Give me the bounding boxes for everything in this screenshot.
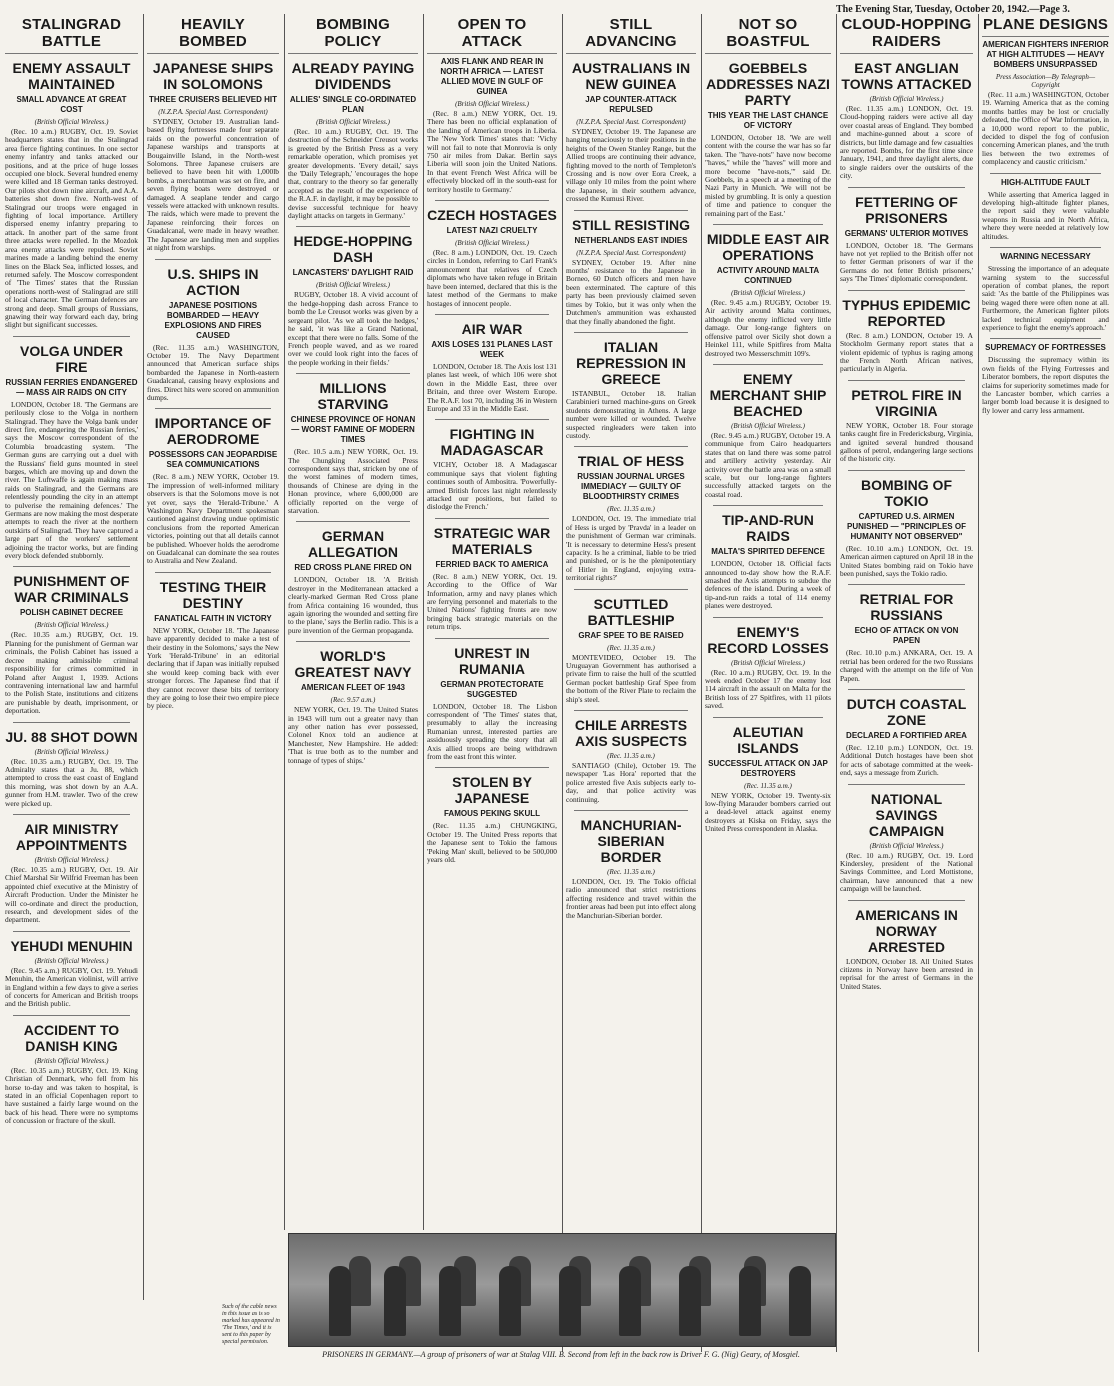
article-body: (Rec. 11.35 a.m.) LONDON, Oct. 19. Cloud-hopping raiders were active all day over coastal areas of England. They bombed and machine-gunned about a score of districts, but little damage and few casualties are reported. Bombs, for the first time since January, 1941, and three daylight alerts, due to single raiders over the outskirts of the city. xyxy=(840,104,973,181)
article-headline: STOLEN BY JAPANESE xyxy=(452,774,532,807)
article-subheadline: HIGH-ALTITUDE FAULT xyxy=(1000,177,1091,187)
article xyxy=(288,648,418,765)
article-subheadline: THREE CRUISERS BELIEVED HIT xyxy=(148,95,277,104)
article-subheadline: RED CROSS PLANE FIRED ON xyxy=(294,563,412,573)
article-body: LONDON, October 18. Official facts announced to-day show how the R.A.F. smashed the Axis attempts to subdue the defences of the island. During a week of tip-and-run raids a total of 114 enemy planes were destroyed. xyxy=(705,559,831,611)
article-credit: (British Official Wireless.) xyxy=(731,421,805,430)
article xyxy=(840,591,973,683)
article-subheadline: RUSSIAN JOURNAL URGES IMMEDIACY — GUILTY OF BLOODTHIRSTY CRIMES xyxy=(577,472,685,502)
article-body: SYDNEY, October 19. The Japanese are hanging tenaciously to their positions in the heights of the Owen Stanley Range, but the Allied troops are continuing their advance, fighting moved to the north of Templeton's Crossing and is now over Eora Creek, a village only 10 miles from the point where the Japanese, in their southern advance, crossed the Kumusi River. xyxy=(566,127,696,204)
article xyxy=(982,40,1109,167)
article-headline: IMPORTANCE OF AERODROME xyxy=(154,415,272,448)
article-divider xyxy=(296,641,410,642)
article xyxy=(705,231,831,358)
article-headline: VOLGA UNDER FIRE xyxy=(20,342,123,375)
article-body: (Rec. 9.45 a.m.) RUGBY, October 19. A communique from Cairo headquarters states that on land there was some patrol and artillery activity yesterday. Air activity over the battle area was on a small scale, but our long-range fighters successfully attacked targets on the coastal road. xyxy=(705,430,832,499)
article-subheadline: CHINESE PROVINCE OF HONAN — WORST FAMINE OF MODERN TIMES xyxy=(290,415,416,445)
article-headline: TRIAL OF HESS xyxy=(577,453,685,470)
article-subheadline: ECHO OF ATTACK ON VON PAPEN xyxy=(854,626,959,646)
article-headline: FETTERING OF PRISONERS xyxy=(855,193,958,226)
article-body: (Rec. 11.35 a.m.) WASHINGTON, October 19. The Navy Department announced that American surface ships bombarded the Japanese in North-eastern Guadalcanal, causing heavy explosions and fires. Direct hits were scored on ammunition dumps. xyxy=(147,342,279,402)
article-body: LONDON, October 18. The Axis lost 131 planes last week, of which 106 were shot down in the Middle East, three over Britain, and three over Western Europe. The R.A.F. lost 70, including 36 in Western Europe and 33 in the Middle East. xyxy=(427,361,557,413)
article xyxy=(288,528,418,635)
article-headline: GERMAN ALLEGATION xyxy=(308,528,398,561)
article-divider xyxy=(574,332,688,333)
article-subheadline: AXIS FLANK AND REAR IN NORTH AFRICA — LATEST ALLIED MOVE IN GULF OF GUINEA xyxy=(440,57,544,96)
article xyxy=(427,57,557,194)
article-body: Discussing the supremacy within its own fields of the Flying Fortresses and Liberator bombers, the report disputes the claims for superiority sometimes made for the Lancaster bomber, which carries a larger bomb load because it is designed to fly lower and carry less armament. xyxy=(982,355,1109,415)
article xyxy=(147,579,279,711)
article-headline: TIP-AND-RUN RAIDS xyxy=(722,512,814,545)
column-5 xyxy=(562,14,699,1352)
article xyxy=(5,573,138,715)
article xyxy=(840,791,973,894)
article-headline: BOMBING OF TOKIO xyxy=(861,476,952,509)
article-credit: (British Official Wireless.) xyxy=(34,621,109,630)
article-body: LONDON, Oct. 19. The Tokio official radio announced that strict restrictions affecting residence and travel within the frontier areas had been put into effect along the Manchurian-Siberian border. xyxy=(566,877,696,920)
article-headline: ENEMY MERCHANT SHIP BEACHED xyxy=(709,370,827,419)
column-headline: STALINGRAD BATTLE xyxy=(5,14,138,54)
article-headline: FIGHTING IN MADAGASCAR xyxy=(440,426,544,459)
article-divider xyxy=(848,470,965,471)
article-credit: (British Official Wireless.) xyxy=(455,239,529,248)
article-body: SANTIAGO (Chile), October 19. The newspaper 'Las Hora' reported that the police arrested five Axis subjects early to-day, and that police activity was continuing. xyxy=(566,761,696,804)
column-headline: PLANE DESIGNS xyxy=(982,14,1109,37)
article xyxy=(840,387,973,464)
article-headline: RETRIAL FOR RUSSIANS xyxy=(859,591,954,624)
article-headline: YEHUDI MENUHIN xyxy=(10,937,133,954)
article-headline: STRATEGIC WAR MATERIALS xyxy=(433,524,551,557)
article-subheadline: JAPANESE POSITIONS BOMBARDED — HEAVY EXPLOSIONS AND FIRES CAUSED xyxy=(164,300,262,340)
article-body: LONDON, October 18. 'We are well content with the course the war has so far taken. The "have-nots" have now become "haves," while the "haves" will more and more become "have-nots,"' said Dr. Goebbels, in a speech at a meeting of the Nazi Party in Munich. 'We will not be misled by grumbling. It is only a question of time and patience to conquer the remaining part of the East.' xyxy=(705,133,831,218)
article xyxy=(840,60,973,181)
article-headline: MIDDLE EAST AIR OPERATIONS xyxy=(706,231,830,264)
article-headline: PETROL FIRE IN VIRGINIA xyxy=(851,386,962,419)
article-body: (Rec. 11.35 a.m.) CHUNGKING, October 19. The United Press reports that the Japanese sent to Tokio the famous 'Peking Man' skull, believed to be 500,000 years old. xyxy=(427,821,557,865)
article-body: (Rec. 10 a.m.) RUGBY, Oct. 19. The destruction of the Schneider Creusot works is greeted by the British Press as a very remarkable operation, which promises yet greater developments. 'Every detail,' says the 'Daily Telegraph,' 'encourages the hope that, contrary to the theory so far generally accepted as the result of the experience of the R.A.F. in daylight, it may be possible to devise successful technique for heavy daylight attacks on targets in Germany.' xyxy=(288,127,418,221)
article-credit: (N.Z.P.A. Special Aust. Correspondent) xyxy=(576,118,686,126)
article-body: LONDON, October 18. 'The Germans have not yet replied to the British offer not to fetter German prisoners of war if the Germans do not fetter British prisoners,' says 'The Times' diplomatic correspondent. xyxy=(840,240,973,284)
article xyxy=(427,525,557,632)
article-headline: ALREADY PAYING DIVIDENDS xyxy=(291,60,415,92)
article-headline: JU. 88 SHOT DOWN xyxy=(5,728,138,745)
article-divider xyxy=(713,224,823,225)
article-divider xyxy=(990,247,1101,248)
article-body: (Rec. 10.10 a.m.) LONDON, Oct. 19. American airmen captured on April 18 in the United States bombing raid on Tokio have been punished, says the Tokio radio. xyxy=(840,543,973,578)
article xyxy=(840,477,973,579)
article-body: (Rec. 10.35 a.m.) RUGBY, Oct. 19. King Christian of Denmark, who fell from his horse to-day and was taken to hospital, is stated in an official Copenhagen report to have sustained a fairly large wound on the back of his head. There were no symptoms of concussion or fracture of the skull. xyxy=(5,1065,138,1126)
article-body: NEW YORK, October 19. Twenty-six low-flying Marauder bombers carried out a dead-level attack against enemy destroyers at Kiska on Friday, says the United Press correspondent in Alaska. xyxy=(705,790,831,834)
article xyxy=(288,233,418,367)
article-credit: (British Official Wireless.) xyxy=(869,841,944,850)
article-subheadline: LATEST NAZI CRUELTY xyxy=(446,226,538,236)
article-credit: (British Official Wireless.) xyxy=(34,956,109,965)
article-divider xyxy=(296,373,410,374)
article-subheadline: THIS YEAR THE LAST CHANCE OF VICTORY xyxy=(707,111,829,130)
article xyxy=(147,266,279,403)
article-body: (Rec. 8 a.m.) NEW YORK, October 19. The impression of well-informed military observers is that the Solomons move is not yet over, says the 'Herald-Tribune.' A Washington Navy Department spokesman cautioned against drawing undue optimistic conclusions from the reported American victories, pointing out that all details cannot be published. Whoever holds the aerodrome on Guadalcanal can dominate the sea routes to Australia and New Zealand. xyxy=(147,472,279,566)
article-subheadline: ACTIVITY AROUND MALTA CONTINUED xyxy=(716,266,820,286)
article-credit: (British Official Wireless.) xyxy=(316,118,390,126)
article-divider xyxy=(13,722,130,723)
article-subheadline: AMERICAN FIGHTERS INFERIOR AT HIGH ALTITUDES — HEAVY BOMBERS UNSURPASSED xyxy=(982,40,1109,69)
masthead: The Evening Star, Tuesday, October 20, 1942.—Page 3. xyxy=(836,4,1070,15)
article-divider xyxy=(13,336,130,337)
article xyxy=(147,415,279,565)
article-credit: (Rec. 11.35 a.m.) xyxy=(607,505,655,514)
article-subheadline: RUSSIAN FERRIES ENDANGERED — MASS AIR RAIDS ON CITY xyxy=(5,377,138,397)
column-headline: OPEN TO ATTACK xyxy=(427,14,557,54)
column-headline: NOT SO BOASTFUL xyxy=(705,14,831,54)
article xyxy=(5,60,138,330)
article xyxy=(840,297,973,374)
article xyxy=(840,907,973,992)
column-headline: STILL ADVANCING xyxy=(566,14,696,54)
article xyxy=(566,217,696,326)
column-6 xyxy=(701,14,834,1352)
column-headline: HEAVILY BOMBED xyxy=(147,14,279,54)
column-headline: CLOUD-HOPPING RAIDERS xyxy=(840,14,973,54)
article-credit: (British Official Wireless.) xyxy=(34,1056,109,1065)
article xyxy=(705,60,831,218)
article-subheadline: SUCCESSFUL ATTACK ON JAP DESTROYERS xyxy=(708,758,828,778)
article-divider xyxy=(435,419,549,420)
article-divider xyxy=(296,521,410,522)
article-subheadline: SMALL ADVANCE AT GREAT COST xyxy=(16,95,127,114)
article-divider xyxy=(155,572,271,573)
article xyxy=(147,60,279,253)
article-subheadline: JAP COUNTER-ATTACK REPULSED xyxy=(585,95,677,114)
column-1 xyxy=(2,14,141,1352)
article-headline: WORLD'S GREATEST NAVY xyxy=(294,648,412,681)
article xyxy=(840,696,973,778)
article-body: RUGBY, October 18. A vivid account of the hedge-hopping dash across France to bomb the Le Creusot works was given by a sergeant pilot. 'As we all took the hedges,' he said, 'it was like a Grand National, except that there were no falls. Some of the French people waved, and as we roared over we could look right into the faces of the people working in their fields.' xyxy=(288,290,418,367)
article-divider xyxy=(435,638,549,639)
article-divider xyxy=(848,900,965,901)
article-body: LONDON, October 18. 'A British destroyer in the Mediterranean attacked a clearly-marked German Red Cross plane from Africa containing 16 wounded, thus again ignoring the wounded and setting fire to the plane,' says the Berlin radio. This is a pure invention of the German propaganda. xyxy=(288,575,418,635)
article-body: (Rec. 8 a.m.) NEW YORK, Oct. 19. According to the Office of War Information, army and navy planes which are ferrying personnel and materials to the United Nations' fighting fronts are now bringing back strategic materials on the return trips. xyxy=(427,571,557,632)
article-body: LONDON, October 18. The Lisbon correspondent of 'The Times' states that, presumably to allay the increasing Rumanian unrest, interested parties are assiduously spreading the story that all Axis allied troops are being withdrawn from the east front this winter. xyxy=(427,701,557,762)
article-subheadline: FERRIED BACK TO AMERICA xyxy=(435,559,549,569)
article-divider xyxy=(296,226,410,227)
article-body: (Rec. 8 a.m.) NEW YORK, Oct. 19. There has been no official explanation of the landing of American troops in Liberia. The 'New York Times' states that: 'Vichy will not fail to note that Monrovia is only 750 air miles from Dakar. Berlin says Liberia will soon join the United Nations. In that event French West Africa will be effectively blocked off in the south-east for territory hostile to Germany.' xyxy=(427,109,557,194)
article-credit: (N.Z.P.A. Special Aust. Correspondent) xyxy=(158,108,268,116)
article-headline: ITALIAN REPRESSION IN GREECE xyxy=(576,338,686,387)
article-subheadline: NETHERLANDS EAST INDIES xyxy=(574,235,688,245)
article-headline: MILLIONS STARVING xyxy=(317,380,389,413)
article xyxy=(705,512,831,610)
article-body: Stressing the importance of an adequate warning system to the successful operation of combat planes, the report said: 'As the battle of the Philippines was being waged there were often none at all. Furthermore, the American fighter pilots lacked technical equipment and experience to fight the enemy's approach.' xyxy=(982,264,1109,332)
article-divider xyxy=(574,810,688,811)
article-body: (Rec. 10.35 a.m.) RUGBY, Oct. 19. The Admiralty states that a Ju. 88, which attempted to cross the east coast of England this morning, was shot down by an A.A. gunner from H.M. trawler. Two of the crew were picked up. xyxy=(5,756,138,808)
article xyxy=(566,817,696,920)
column-4 xyxy=(423,14,560,1230)
article-body: NEW YORK, Oct. 19. The United States in 1943 will turn out a greater navy than any other nation has ever possessed, Colonel Knox told an audience at Manchester, New Hampshire. He added: 'That is true both as to the number and tonnage of types of ships.' xyxy=(288,705,418,765)
article-divider xyxy=(713,505,823,506)
article-headline: ENEMY'S RECORD LOSSES xyxy=(707,623,829,656)
article xyxy=(5,729,138,808)
article-headline: ACCIDENT TO DANISH KING xyxy=(23,1021,120,1054)
article-divider xyxy=(574,710,688,711)
article xyxy=(705,371,831,499)
article-body: (Rec. 8 a.m.) LONDON, October 19. A Stockholm Germany report states that a violent epidemic of typhus is raging among the French North African natives, particularly in Algeria. xyxy=(840,330,973,374)
article-body: (Rec. 10.35 a.m.) RUGBY, Oct. 19. Air Chief Marshal Sir Wilfrid Freeman has been appointed chief executive at the Ministry of Aircraft Production. Under the Minister he will co-ordinate and direct the production, research, and development sides of the department. xyxy=(5,864,138,925)
article-divider xyxy=(574,589,688,590)
article-headline: HEDGE-HOPPING DASH xyxy=(293,233,413,266)
article xyxy=(566,60,696,204)
article-divider xyxy=(848,584,965,585)
article-headline: AMERICANS IN NORWAY ARRESTED xyxy=(855,906,958,955)
article-headline: NATIONAL SAVINGS CAMPAIGN xyxy=(868,790,945,839)
article-credit: Press Association—By Telegraph—Copyright xyxy=(995,73,1096,89)
article xyxy=(427,426,557,511)
article-body: LONDON, October 18. 'The Germans are perilously close to the Volga in northern Stalingrad. They have the Volga bank under direct fire, endangering the Russian ferries,' says the Moscow correspondent of the Columbia broadcasting system. 'The German guns are carrying out a duel with the Russians' field guns mounted in steel barges, which are moving up and down the river. The Luftwaffe is again making mass raids on Stalingrad, and the Germans are relentlessly pounding the city in an attempt to pulverise the remaining defences.' The Germans are now making the most desperate attempts to reach the river at the northern outskirts of Stalingrad. They have captured a large part of the workers' settlement adjoining the tractor works, but are finding every block defended stubbornly. xyxy=(5,399,138,561)
article-headline: AUSTRALIANS IN NEW GUINEA xyxy=(571,60,691,92)
article-subheadline: AXIS LOSES 131 PLANES LAST WEEK xyxy=(431,339,553,359)
article xyxy=(982,178,1109,241)
article-body: (Rec. 10.35 a.m.) RUGBY, Oct. 19. Planning for the punishment of German war criminals, the Polish Cabinet has issued a decree making admissible criminal responsibility for crimes committed in Poland after August 1, 1939. Actions contravening international law and harmful to the Polish State, institutions and citizens are punishable by death, imprisonment, or deportation. xyxy=(5,630,138,716)
article-divider xyxy=(713,717,823,718)
article-subheadline: FANATICAL FAITH IN VICTORY xyxy=(154,613,272,623)
article xyxy=(288,60,418,220)
article-headline: GOEBBELS ADDRESSES NAZI PARTY xyxy=(706,60,830,108)
article-divider xyxy=(713,364,823,365)
article xyxy=(982,343,1109,415)
article-divider xyxy=(990,338,1101,339)
article-divider xyxy=(435,518,549,519)
article-headline: TYPHUS EPIDEMIC REPORTED xyxy=(842,296,971,329)
article-subheadline: GRAF SPEE TO BE RAISED xyxy=(578,630,684,640)
article-subheadline: AMERICAN FLEET OF 1943 xyxy=(300,683,405,693)
article-credit: (British Official Wireless.) xyxy=(316,281,390,290)
article-credit: (British Official Wireless.) xyxy=(731,289,805,298)
article-credit: (British Official Wireless.) xyxy=(34,747,109,756)
article-divider xyxy=(848,187,965,188)
article-credit: (Rec. 11.35 a.m.) xyxy=(607,643,655,652)
article-divider xyxy=(13,566,130,567)
article-divider xyxy=(435,314,549,315)
article-credit: (British Official Wireless.) xyxy=(455,100,529,108)
article xyxy=(566,596,696,704)
article xyxy=(566,339,696,440)
article-headline: JAPANESE SHIPS IN SOLOMONS xyxy=(152,60,274,92)
article-divider xyxy=(574,210,688,211)
article-body: (Rec. 10 a.m.) RUGBY, Oct. 19. In the week ended October 17 the enemy lost 114 aircraft in the assault on Malta for the British loss of 27 Spitfires, with 11 pilots saved. xyxy=(705,667,831,711)
column-3 xyxy=(284,14,421,1230)
article xyxy=(5,1022,138,1126)
article-credit: (Rec. 11.35 a.m.) xyxy=(607,868,655,877)
article-divider xyxy=(13,931,130,932)
article-subheadline: GERMAN PROTECTORATE SUGGESTED xyxy=(440,679,544,699)
article-divider xyxy=(435,767,549,768)
article-body: LONDON, October 18. All United States citizens in Norway have been arrested in reprisal for the arrest of Germans in the United States. xyxy=(840,956,973,991)
article-divider xyxy=(990,173,1101,174)
article xyxy=(5,821,138,925)
article-headline: ENEMY ASSAULT MAINTAINED xyxy=(12,60,131,92)
article-credit: (British Official Wireless.) xyxy=(34,855,109,864)
article-credit: (Rec. 11.35 a.m.) xyxy=(744,781,792,790)
article-headline: MANCHURIAN-SIBERIAN BORDER xyxy=(580,817,682,866)
column-2 xyxy=(143,14,282,1300)
times-footnote: Such of the cable news in this issue as is so marked has appeared in 'The Times,' and it is sent to this paper by special permission. xyxy=(222,1304,280,1345)
article-headline: STILL RESISTING xyxy=(572,216,690,233)
article-subheadline: LANCASTERS' DAYLIGHT RAID xyxy=(292,268,414,278)
article-divider xyxy=(574,446,688,447)
article-headline: CHILE ARRESTS AXIS SUSPECTS xyxy=(574,717,688,750)
article xyxy=(705,724,831,834)
article-subheadline: DECLARED A FORTIFIED AREA xyxy=(846,731,967,740)
article-subheadline: FAMOUS PEKING SKULL xyxy=(443,809,540,819)
article-subheadline: GERMANS' ULTERIOR MOTIVES xyxy=(844,228,969,238)
article-divider xyxy=(848,689,965,690)
article xyxy=(840,194,973,284)
article-body: SYDNEY, October 19. Australian land-based flying fortresses made four separate raids on the powerful concentration of Japanese warships and transports at Bougainville Island, in the North-west Solomons. Three Japanese cruisers are believed to have been hit with 1,000lb bombs, a merchantman was set on fire, and seven flying boats were destroyed or damaged. A seaplane tender and cargo vessels were attacked with unknown results. The raids, which were made to prevent the Japanese reinforcing their forces on Guadalcanal, were made in heavy weather. The Japanese are landing men and supplies at night from warships. xyxy=(147,117,279,253)
article-body: LONDON, Oct. 19. The immediate trial of Hess is urged by 'Pravda' in a leader on the punishment of German war criminals. 'It is necessary to determine Hess's present capacity. Is he a criminal, liable to be tried and punished, or is he the plenipotentiary of Hitler in England, enjoying extra-territorial rights?' xyxy=(566,514,696,583)
article-body: (Rec. 11 a.m.) WASHINGTON, October 19. Warning America that as the coming months battles may be lost or crucially defeated, the Office of War Information, in a 10,000 word report to the public, decided to dispel the fog of confusion concerning American planes, and 'the truth lies between the two extremes of complacency and caustic criticism.' xyxy=(982,90,1109,167)
article xyxy=(427,774,557,864)
article xyxy=(5,938,138,1009)
article-headline: DUTCH COASTAL ZONE xyxy=(846,696,967,728)
article-divider xyxy=(848,290,965,291)
article-body: (Rec. 10 a.m.) RUGBY, Oct. 19. Soviet headquarters states that in the Stalingrad area fierce fighting continues. In one sector enemy infantry and tanks attacked our positions, and at the price of huge losses occupied one block. Several hundred enemy were killed and 18 German tanks destroyed. Our pilots shot down nine aircraft, and A.A. batteries shot down five. North-west of Stalingrad our troops were engaged in fighting of local importance. Artillery dispersed enemy infantry preparing to attack. In another part of the same front three attacks were repelled. In the Mozdok area enemy attacks were repulsed. Soviet marines made a landing behind the enemy lines on the Black Sea, inflicted losses, and returned safely. The Moscow correspondent of 'The Times' states that the Russian operations north-west of Stalingrad are still of local character. The German defences are strong and deep. Small groups of Russians, gnawing their way forward each day, bring slight but significant successes. xyxy=(5,127,138,330)
photo-caption: PRISONERS IN GERMANY.—A group of prisoners of war at Stalag VIII. B. Second from left in the back row is Driver F. G. (Nig) Geary, of Mosgiel. xyxy=(322,1350,800,1359)
article-divider xyxy=(13,1015,130,1016)
article-body: (Rec. 10 a.m.) RUGBY, Oct. 19. Lord Kindersley, president of the National Savings Committee, and Lord Mottistone, chairman, have announced that a new campaign will be launched. xyxy=(840,850,973,894)
article-headline: CZECH HOSTAGES xyxy=(427,207,557,224)
article-divider xyxy=(13,814,130,815)
article-subheadline: CAPTURED U.S. AIRMEN PUNISHED — "PRINCIPLES OF HUMANITY NOT OBSERVED" xyxy=(847,511,966,541)
article-divider xyxy=(155,259,271,260)
article xyxy=(566,453,696,582)
article-divider xyxy=(713,617,823,618)
column-headline: BOMBING POLICY xyxy=(288,14,418,54)
article-subheadline: POSSESSORS CAN JEOPARDISE SEA COMMUNICATIONS xyxy=(148,450,278,470)
article-body: (Rec. 9.45 a.m.) RUGBY, Oct. 19. Yehudi Menuhin, the American violinist, will arrive in England within a few days to give a series of concerts for American and British troops and the British public. xyxy=(5,965,138,1009)
article-body: SYDNEY, October 19. After nine months' resistance to the Japanese in Borneo, 60 Dutch officers and men have been exterminated. The capture of this party has been previously claimed seven times by Tokio, but it was only when the Dutchmen's ammunition was exhausted that they finally abandoned the fight. xyxy=(566,257,696,326)
article xyxy=(566,717,696,804)
article-headline: ALEUTIAN ISLANDS xyxy=(732,723,804,756)
article-body: MONTEVIDEO, October 19. The Uruguayan Government has authorised a private firm to raise the hull of the scuttled German pocket battleship Graf Spee from the bottom of the River Plate to reclaim the ship's steel. xyxy=(566,652,696,704)
article xyxy=(982,252,1109,332)
article-body: (Rec. 9.45 a.m.) RUGBY, October 19. Air activity around Malta continues, although the enemy inflicted very little damage. Our long-range fighters on offensive patrol over Sicily shot down a Heinkel 111, while Spitfires from Malta destroyed two Messerschmitt 109's. xyxy=(705,298,831,358)
article xyxy=(288,380,418,515)
article-credit: (Rec. 9.57 a.m.) xyxy=(330,696,376,705)
article-divider xyxy=(155,408,271,409)
article-credit: (British Official Wireless.) xyxy=(731,658,805,667)
article-divider xyxy=(435,200,549,201)
article-divider xyxy=(848,380,965,381)
article xyxy=(427,645,557,762)
article-headline: UNREST IN RUMANIA xyxy=(454,644,530,677)
article-subheadline: MALTA'S SPIRITED DEFENCE xyxy=(711,547,825,557)
article-divider xyxy=(848,784,965,785)
article-body: (Rec. 12.10 p.m.) LONDON, Oct. 19. Additional Dutch hostages have been shot for acts of sabotage committed at the week-end, says a message from Zurich. xyxy=(840,743,973,778)
article-body: VICHY, October 18. A Madagascar communique says that violent fighting continues south of Ambositra. 'Powerfully-armed British forces last night relentlessly attacked our positions, but failed to dislodge the French.' xyxy=(427,460,557,512)
article-body: (Rec. 10.10 p.m.) ANKARA, Oct. 19. A retrial has been ordered for the two Russians charged with the attempt on the life of Von Papen. xyxy=(840,648,973,683)
article-headline: EAST ANGLIAN TOWNS ATTACKED xyxy=(841,60,972,92)
article-headline: PUNISHMENT OF WAR CRIMINALS xyxy=(13,573,130,606)
article-headline: SCUTTLED BATTLESHIP xyxy=(587,595,675,628)
article xyxy=(427,207,557,308)
article xyxy=(705,624,831,711)
article-subheadline: ALLIES' SINGLE CO-ORDINATED PLAN xyxy=(289,95,417,114)
article-headline: AIR MINISTRY APPOINTMENTS xyxy=(15,820,128,853)
article-credit: (British Official Wireless.) xyxy=(869,95,944,103)
article-subheadline: POLISH CABINET DECREE xyxy=(19,608,124,618)
article-body: NEW YORK, October 18. Four storage tanks caught fire in Fredericksburg, Virginia, and ignited several hundred thousand gallons of petrol, endangering large sections of the historic city. xyxy=(840,420,973,464)
article xyxy=(427,321,557,413)
article-subheadline: SUPREMACY OF FORTRESSES xyxy=(985,343,1106,353)
article xyxy=(5,343,138,561)
article-headline: AIR WAR xyxy=(461,320,523,337)
prisoners-photo xyxy=(288,1233,836,1347)
article-subheadline: WARNING NECESSARY xyxy=(1000,252,1091,262)
article-credit: (British Official Wireless.) xyxy=(34,118,109,126)
column-8 xyxy=(978,14,1112,1352)
article-headline: U.S. SHIPS IN ACTION xyxy=(167,265,259,298)
article-body: (Rec. 10.5 a.m.) NEW YORK, Oct. 19. The Chungking Associated Press correspondent says that, stricken by one of the worst famines of modern times, thousands of Chinese are dying in the Honan province, where 6,000,000 are officially reported on the verge of starvation. xyxy=(288,447,418,515)
article-body: (Rec. 8 a.m.) LONDON, Oct. 19. Czech circles in London, referring to Carl Frank's announcement that relatives of Czech diplomats who have taken refuge in Britain have been interned, declared that this is the latest method of the Germans to make hostages of innocent people. xyxy=(427,248,557,308)
article-body: NEW YORK, October 18. 'The Japanese have apparently decided to make a test of their destiny in the Solomons,' says the New York 'Herald-Tribune' in an editorial declaring that if Japan was initially repulsed she would keep coming back with ever stronger forces. The Japanese find that if they cannot recover these bits of territory they are going to lose their two empire piece by piece. xyxy=(147,625,279,711)
column-7 xyxy=(836,14,976,1352)
article-credit: (Rec. 11.35 a.m.) xyxy=(607,752,655,761)
article-body: While asserting that America lagged in developing high-altitude fighter planes, the report said they were valuable weapons in Russia and in North Africa, where they were needed at relatively low altitudes. xyxy=(982,189,1109,241)
article-body: ISTANBUL, October 18. Italian Carabinieri turned machine-guns on Greek students demonstrating in Athens. A large number were killed or wounded. Twelve suspected ringleaders were taken into custody. xyxy=(566,388,696,440)
article-credit: (N.Z.P.A. Special Aust. Correspondent) xyxy=(576,248,686,257)
article-headline: TESTING THEIR DESTINY xyxy=(159,578,267,611)
